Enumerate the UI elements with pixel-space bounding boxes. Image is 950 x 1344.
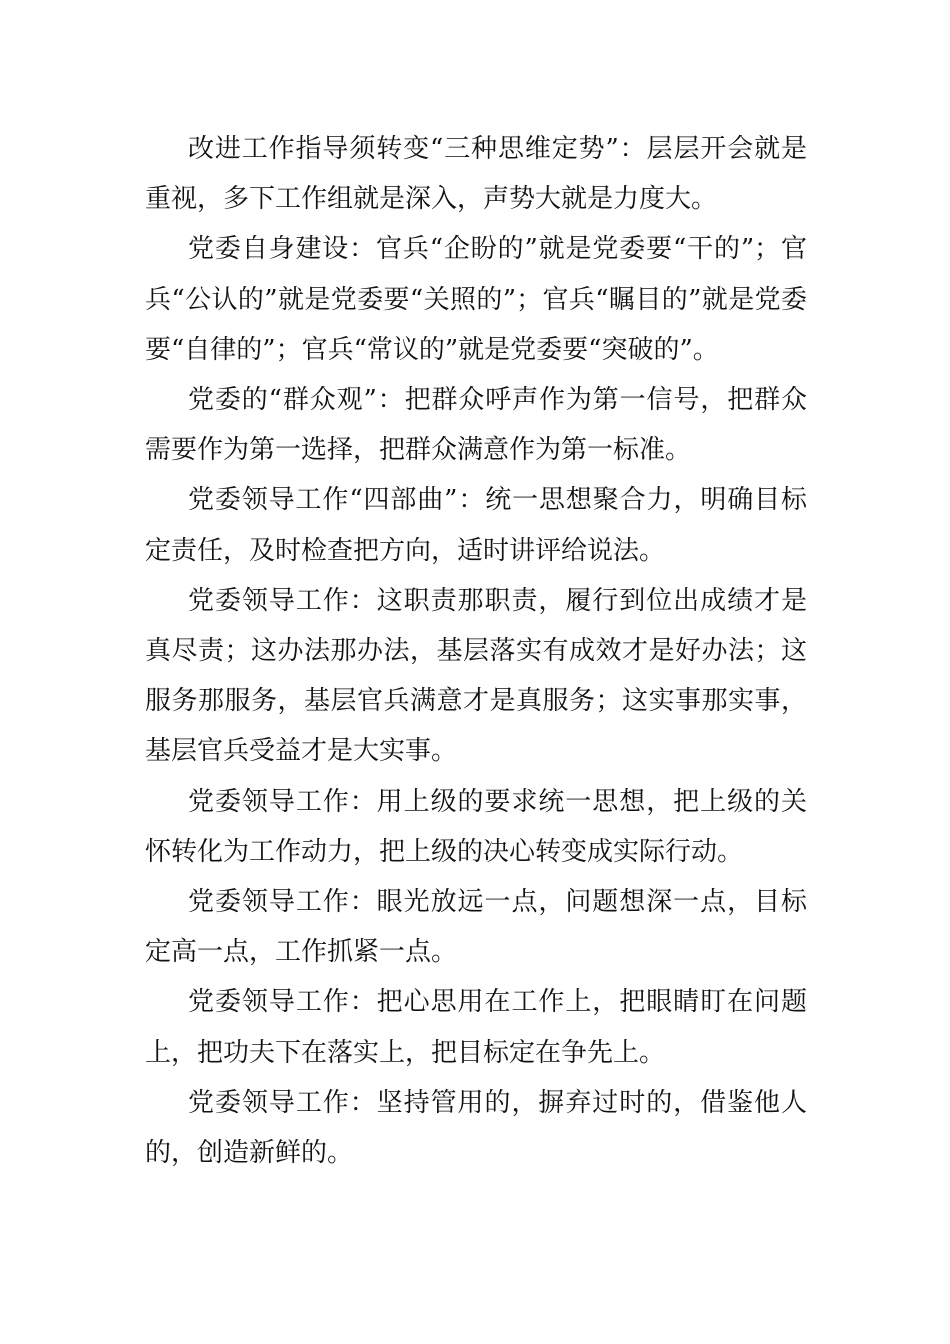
document-body [145, 124, 807, 1178]
paragraph-1: 改进工作指导须转变“三种思维定势”：层层开会就是重视，多下工作组就是深入，声势大就是力度大。 [145, 134, 807, 215]
paragraph-7: 党委领导工作：眼光放远一点，问题想深一点，目标定高一点，工作抓紧一点。 [145, 887, 807, 968]
paragraph-5: 党委领导工作：这职责那职责，履行到位出成绩才是真尽责；这办法那办法，基层落实有成效才是好办法；这服务那服务，基层官兵满意才是真服务；这实事那实事，基层官兵受益才是大实事。 [145, 585, 807, 767]
paragraph-2: 党委自身建设：官兵“企盼的”就是党委要“干的”；官兵“公认的”就是党委要“关照的”；官兵“瞩目的”就是党委要“自律的”；官兵“常议的”就是党委要“突破的”。 [145, 234, 807, 365]
paragraph-6: 党委领导工作：用上级的要求统一思想，把上级的关怀转化为工作动力，把上级的决心转变成实际行动。 [145, 786, 807, 867]
paragraph-4: 党委领导工作“四部曲”：统一思想聚合力，明确目标定责任，及时检查把方向，适时讲评给说法。 [145, 485, 807, 566]
paragraph-3: 党委的“群众观”：把群众呼声作为第一信号，把群众需要作为第一选择，把群众满意作为第一标准。 [145, 385, 807, 466]
paragraph-9: 党委领导工作：坚持管用的，摒弃过时的，借鉴他人的，创造新鲜的。 [145, 1087, 807, 1169]
paragraph-8: 党委领导工作：把心思用在工作上，把眼睛盯在问题上，把功夫下在落实上，把目标定在争先上。 [145, 987, 807, 1068]
